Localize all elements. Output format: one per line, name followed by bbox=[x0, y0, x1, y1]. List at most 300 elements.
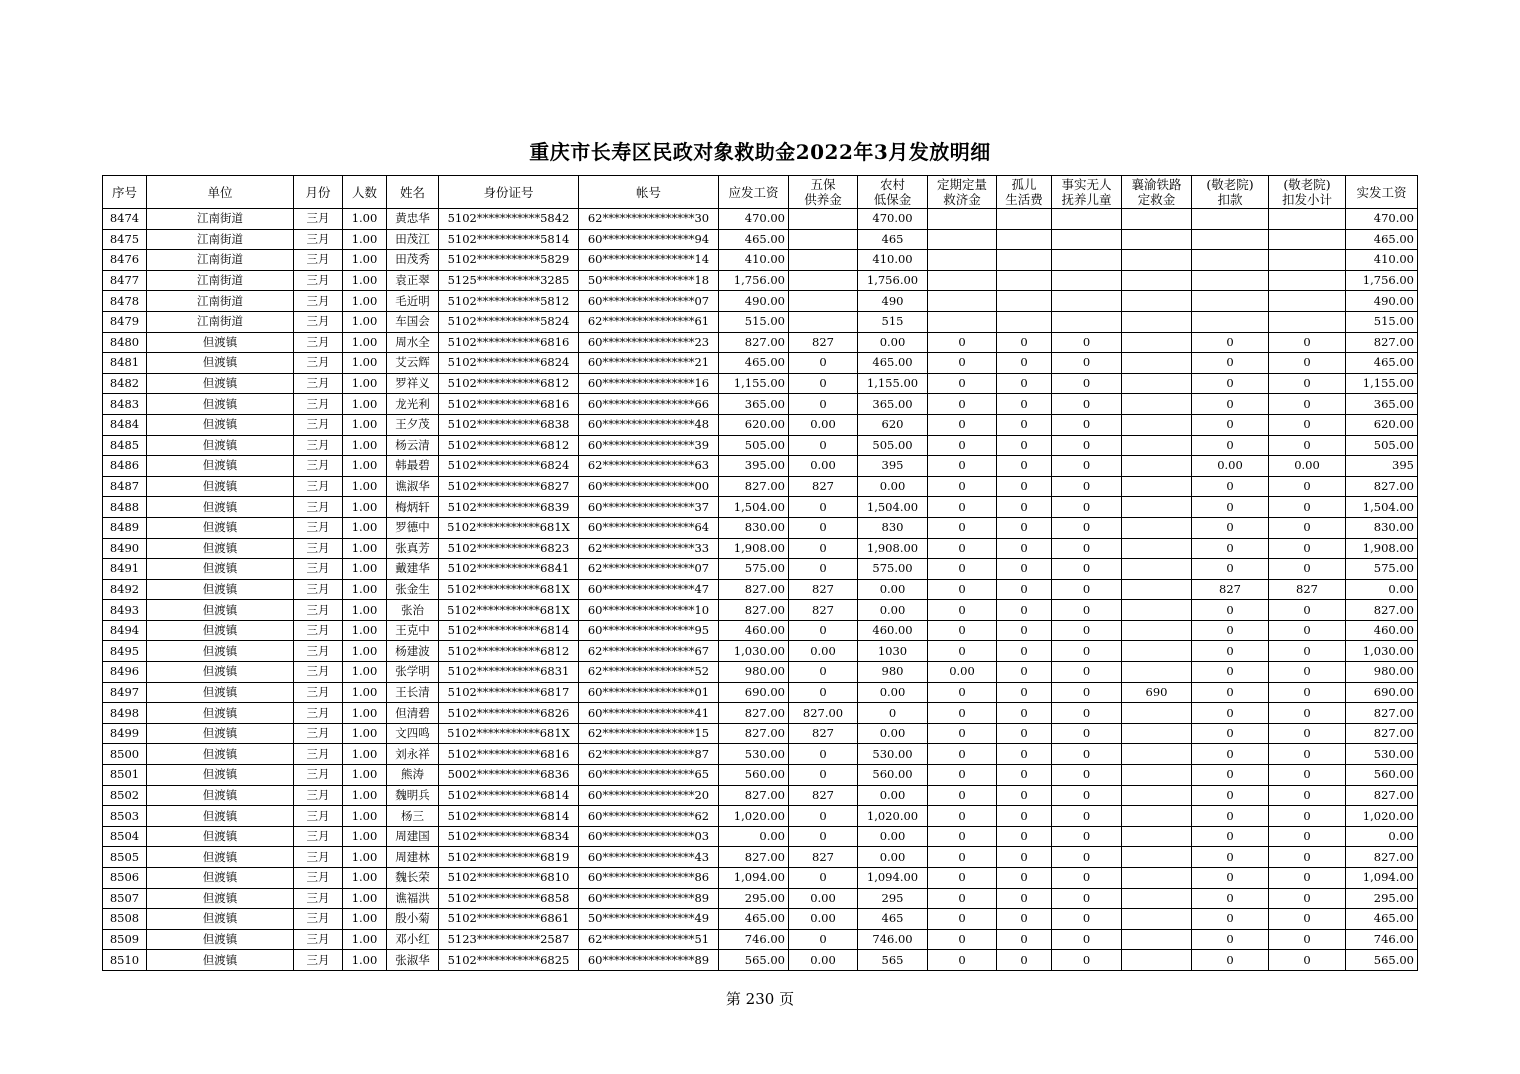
table-cell: 8483 bbox=[103, 394, 147, 415]
table-cell: 0 bbox=[1192, 538, 1269, 559]
table-cell: 60****************89 bbox=[579, 950, 719, 971]
column-header: 姓名 bbox=[387, 176, 439, 209]
table-cell: 0 bbox=[997, 497, 1052, 518]
page-number: 第 230 页 bbox=[725, 990, 795, 1008]
table-cell: 江南街道 bbox=[147, 311, 294, 332]
table-cell: 三月 bbox=[294, 703, 343, 724]
table-row bbox=[103, 209, 1418, 230]
table-cell: 60****************43 bbox=[579, 847, 719, 868]
table-cell: 但渡镇 bbox=[147, 909, 294, 930]
table-cell: 但渡镇 bbox=[147, 950, 294, 971]
table-cell: 0 bbox=[1192, 703, 1269, 724]
table-cell: 0 bbox=[789, 868, 858, 889]
table-cell: 620.00 bbox=[1346, 414, 1418, 435]
table-cell: 0 bbox=[1052, 414, 1122, 435]
table-cell: 邓小红 bbox=[387, 929, 439, 950]
table-row bbox=[103, 332, 1418, 353]
table-row bbox=[103, 579, 1418, 600]
table-row bbox=[103, 806, 1418, 827]
table-cell bbox=[1122, 311, 1192, 332]
table-cell bbox=[1052, 270, 1122, 291]
table-cell: 0 bbox=[1052, 785, 1122, 806]
table-cell: 殷小菊 bbox=[387, 909, 439, 930]
table-cell: 1,020.00 bbox=[1346, 806, 1418, 827]
table-cell: 0 bbox=[1269, 744, 1346, 765]
table-row bbox=[103, 373, 1418, 394]
table-cell: 但渡镇 bbox=[147, 888, 294, 909]
table-cell: 1,020.00 bbox=[858, 806, 928, 827]
table-cell: 5002***********6836 bbox=[439, 765, 579, 786]
table-cell: 0 bbox=[928, 785, 997, 806]
table-cell: 8503 bbox=[103, 806, 147, 827]
table-cell: 5102***********6858 bbox=[439, 888, 579, 909]
table-cell: 三月 bbox=[294, 538, 343, 559]
table-cell: 三月 bbox=[294, 847, 343, 868]
table-cell: 1.00 bbox=[343, 744, 387, 765]
table-cell: 0 bbox=[789, 744, 858, 765]
table-cell: 0 bbox=[1192, 765, 1269, 786]
table-cell: 5102***********6817 bbox=[439, 682, 579, 703]
table-cell bbox=[1122, 270, 1192, 291]
table-cell: 0.00 bbox=[789, 641, 858, 662]
table-cell: 1.00 bbox=[343, 641, 387, 662]
table-cell bbox=[1122, 806, 1192, 827]
table-cell: 0 bbox=[789, 929, 858, 950]
table-cell: 5102***********5842 bbox=[439, 209, 579, 230]
table-cell bbox=[928, 250, 997, 271]
table-cell: 827.00 bbox=[719, 723, 789, 744]
table-cell: 62****************87 bbox=[579, 744, 719, 765]
table-cell: 1.00 bbox=[343, 559, 387, 580]
table-row bbox=[103, 662, 1418, 683]
table-cell: 田茂江 bbox=[387, 229, 439, 250]
table-cell bbox=[1122, 538, 1192, 559]
table-cell: 三月 bbox=[294, 579, 343, 600]
table-cell: 杨建波 bbox=[387, 641, 439, 662]
table-cell: 1.00 bbox=[343, 414, 387, 435]
table-cell: 但渡镇 bbox=[147, 723, 294, 744]
table-cell: 杨三 bbox=[387, 806, 439, 827]
table-cell: 0.00 bbox=[1346, 826, 1418, 847]
table-cell: 1,094.00 bbox=[719, 868, 789, 889]
table-cell: 0 bbox=[1269, 559, 1346, 580]
table-cell: 龙光利 bbox=[387, 394, 439, 415]
table-cell: 0 bbox=[997, 579, 1052, 600]
table-cell: 1,094.00 bbox=[1346, 868, 1418, 889]
table-cell bbox=[1122, 353, 1192, 374]
table-cell: 60****************66 bbox=[579, 394, 719, 415]
column-header: 定期定量 救济金 bbox=[928, 176, 997, 209]
table-cell: 0 bbox=[928, 435, 997, 456]
table-cell: 但渡镇 bbox=[147, 456, 294, 477]
table-cell: 0 bbox=[997, 641, 1052, 662]
table-cell: 0 bbox=[928, 353, 997, 374]
table-cell: 62****************61 bbox=[579, 311, 719, 332]
table-cell: 三月 bbox=[294, 353, 343, 374]
table-cell: 60****************16 bbox=[579, 373, 719, 394]
table-cell: 62****************33 bbox=[579, 538, 719, 559]
table-cell: 0 bbox=[928, 641, 997, 662]
column-header: (敬老院) 扣款 bbox=[1192, 176, 1269, 209]
table-cell: 5102***********6838 bbox=[439, 414, 579, 435]
table-cell: 5102***********6814 bbox=[439, 806, 579, 827]
table-cell: 1.00 bbox=[343, 868, 387, 889]
table-cell: 0 bbox=[928, 600, 997, 621]
table-cell: 0 bbox=[997, 765, 1052, 786]
table-cell: 365.00 bbox=[719, 394, 789, 415]
table-cell: 0 bbox=[1269, 785, 1346, 806]
table-cell bbox=[789, 291, 858, 312]
table-cell: 周建国 bbox=[387, 826, 439, 847]
table-cell: 8497 bbox=[103, 682, 147, 703]
table-cell: 0 bbox=[1052, 723, 1122, 744]
table-cell bbox=[1122, 497, 1192, 518]
table-cell: 0 bbox=[1192, 497, 1269, 518]
table-cell bbox=[1122, 250, 1192, 271]
table-cell: 5123***********2587 bbox=[439, 929, 579, 950]
table-cell: 1,155.00 bbox=[858, 373, 928, 394]
table-cell: 410.00 bbox=[719, 250, 789, 271]
table-cell: 980.00 bbox=[719, 662, 789, 683]
table-cell: 827 bbox=[789, 847, 858, 868]
table-row bbox=[103, 414, 1418, 435]
table-cell: 但渡镇 bbox=[147, 744, 294, 765]
table-cell: 0 bbox=[789, 353, 858, 374]
table-cell: 1.00 bbox=[343, 950, 387, 971]
table-cell: 0 bbox=[1192, 620, 1269, 641]
table-cell: 0 bbox=[1052, 909, 1122, 930]
table-cell: 0 bbox=[1192, 929, 1269, 950]
table-cell: 0 bbox=[1052, 559, 1122, 580]
table-cell bbox=[1122, 559, 1192, 580]
table-cell: 8505 bbox=[103, 847, 147, 868]
table-cell: 746.00 bbox=[719, 929, 789, 950]
table-cell: 张学明 bbox=[387, 662, 439, 683]
table-cell: 465.00 bbox=[1346, 353, 1418, 374]
table-cell: 三月 bbox=[294, 435, 343, 456]
table-cell: 470.00 bbox=[719, 209, 789, 230]
table-cell: 周建林 bbox=[387, 847, 439, 868]
table-cell bbox=[1192, 291, 1269, 312]
table-cell bbox=[997, 250, 1052, 271]
table-cell: 1.00 bbox=[343, 765, 387, 786]
table-cell: 560.00 bbox=[1346, 765, 1418, 786]
table-cell: 5102***********681X bbox=[439, 517, 579, 538]
table-cell: 505.00 bbox=[858, 435, 928, 456]
table-cell: 三月 bbox=[294, 497, 343, 518]
table-cell: 三月 bbox=[294, 559, 343, 580]
table-cell: 0.00 bbox=[789, 456, 858, 477]
table-cell: 690 bbox=[1122, 682, 1192, 703]
table-cell: 515.00 bbox=[719, 311, 789, 332]
table-cell: 470.00 bbox=[1346, 209, 1418, 230]
table-cell: 但渡镇 bbox=[147, 497, 294, 518]
table-cell: 0 bbox=[1192, 517, 1269, 538]
table-cell: 5102***********6841 bbox=[439, 559, 579, 580]
table-cell: 746.00 bbox=[1346, 929, 1418, 950]
table-cell: 0 bbox=[1192, 353, 1269, 374]
table-cell: 5102***********6812 bbox=[439, 641, 579, 662]
table-cell bbox=[1122, 847, 1192, 868]
table-cell: 0 bbox=[1052, 950, 1122, 971]
table-cell: 60****************94 bbox=[579, 229, 719, 250]
table-cell: 梅炳轩 bbox=[387, 497, 439, 518]
table-cell: 395 bbox=[858, 456, 928, 477]
table-cell: 0 bbox=[1052, 456, 1122, 477]
table-cell: 江南街道 bbox=[147, 229, 294, 250]
table-cell bbox=[1122, 868, 1192, 889]
table-cell: 0 bbox=[1269, 703, 1346, 724]
table-cell: 罗祥义 bbox=[387, 373, 439, 394]
table-cell: 但渡镇 bbox=[147, 868, 294, 889]
table-cell: 0 bbox=[1269, 806, 1346, 827]
table-cell: 5102***********6825 bbox=[439, 950, 579, 971]
table-cell: 575.00 bbox=[1346, 559, 1418, 580]
table-cell: 50****************49 bbox=[579, 909, 719, 930]
table-cell: 8485 bbox=[103, 435, 147, 456]
table-cell: 0 bbox=[1192, 826, 1269, 847]
table-cell: 60****************21 bbox=[579, 353, 719, 374]
table-cell bbox=[1122, 950, 1192, 971]
table-cell: 三月 bbox=[294, 620, 343, 641]
table-cell: 张金生 bbox=[387, 579, 439, 600]
table-cell: 465.00 bbox=[719, 909, 789, 930]
table-cell: 但渡镇 bbox=[147, 826, 294, 847]
table-cell bbox=[928, 229, 997, 250]
table-cell: 8476 bbox=[103, 250, 147, 271]
table-cell: 王夕茂 bbox=[387, 414, 439, 435]
table-row bbox=[103, 291, 1418, 312]
table-cell: 410.00 bbox=[1346, 250, 1418, 271]
table-cell: 0 bbox=[928, 703, 997, 724]
table-cell: 8508 bbox=[103, 909, 147, 930]
table-cell: 0 bbox=[1192, 682, 1269, 703]
table-row bbox=[103, 868, 1418, 889]
table-cell: 但渡镇 bbox=[147, 332, 294, 353]
table-cell bbox=[789, 270, 858, 291]
table-cell: 韩最碧 bbox=[387, 456, 439, 477]
table-cell: 827.00 bbox=[789, 703, 858, 724]
table-cell: 8499 bbox=[103, 723, 147, 744]
table-row bbox=[103, 888, 1418, 909]
column-header: 帐号 bbox=[579, 176, 719, 209]
table-cell bbox=[1122, 785, 1192, 806]
table-cell: 0 bbox=[1192, 559, 1269, 580]
table-cell: 8493 bbox=[103, 600, 147, 621]
table-cell bbox=[1052, 250, 1122, 271]
table-cell: 江南街道 bbox=[147, 209, 294, 230]
table-cell: 0.00 bbox=[1346, 579, 1418, 600]
table-cell: 60****************64 bbox=[579, 517, 719, 538]
table-cell: 但渡镇 bbox=[147, 353, 294, 374]
table-header bbox=[103, 176, 1418, 209]
table-cell: 三月 bbox=[294, 311, 343, 332]
table-cell: 0 bbox=[858, 703, 928, 724]
table-cell: 1,504.00 bbox=[1346, 497, 1418, 518]
table-cell: 0 bbox=[1052, 703, 1122, 724]
table-cell bbox=[1052, 311, 1122, 332]
table-cell: 0 bbox=[928, 868, 997, 889]
table-cell: 0 bbox=[928, 559, 997, 580]
table-cell: 0 bbox=[1192, 744, 1269, 765]
table-cell: 三月 bbox=[294, 517, 343, 538]
table-cell: 5102***********5812 bbox=[439, 291, 579, 312]
table-cell: 1,094.00 bbox=[858, 868, 928, 889]
header-row bbox=[103, 176, 1418, 209]
table-cell: 295.00 bbox=[719, 888, 789, 909]
table-cell bbox=[1269, 250, 1346, 271]
table-cell: 0 bbox=[928, 806, 997, 827]
table-cell: 60****************07 bbox=[579, 291, 719, 312]
table-cell: 0 bbox=[789, 497, 858, 518]
table-cell bbox=[1192, 209, 1269, 230]
table-cell: 但渡镇 bbox=[147, 682, 294, 703]
table-cell: 60****************95 bbox=[579, 620, 719, 641]
table-cell: 0 bbox=[1192, 435, 1269, 456]
table-cell: 690.00 bbox=[1346, 682, 1418, 703]
table-cell bbox=[1122, 744, 1192, 765]
table-cell: 0 bbox=[997, 620, 1052, 641]
table-cell: 0 bbox=[997, 517, 1052, 538]
table-cell: 0 bbox=[928, 744, 997, 765]
table-row bbox=[103, 909, 1418, 930]
table-cell: 但渡镇 bbox=[147, 806, 294, 827]
table-cell: 1,756.00 bbox=[858, 270, 928, 291]
table-cell: 0 bbox=[928, 476, 997, 497]
table-cell: 1.00 bbox=[343, 620, 387, 641]
table-cell: 0 bbox=[789, 826, 858, 847]
table-cell: 0 bbox=[1052, 662, 1122, 683]
table-cell: 8487 bbox=[103, 476, 147, 497]
table-cell: 8507 bbox=[103, 888, 147, 909]
table-cell: 0 bbox=[1192, 600, 1269, 621]
table-cell: 但渡镇 bbox=[147, 662, 294, 683]
table-cell: 5102***********6824 bbox=[439, 456, 579, 477]
table-cell: 0 bbox=[997, 332, 1052, 353]
table-cell bbox=[1122, 723, 1192, 744]
table-cell: 0 bbox=[1269, 929, 1346, 950]
table-cell: 0.00 bbox=[858, 785, 928, 806]
table-cell: 410.00 bbox=[858, 250, 928, 271]
table-cell: 8475 bbox=[103, 229, 147, 250]
table-cell: 1,030.00 bbox=[1346, 641, 1418, 662]
table-cell bbox=[1122, 291, 1192, 312]
table-row bbox=[103, 847, 1418, 868]
table-cell: 0 bbox=[1269, 414, 1346, 435]
table-cell: 62****************07 bbox=[579, 559, 719, 580]
table-cell: 0 bbox=[1192, 806, 1269, 827]
table-cell: 0 bbox=[997, 929, 1052, 950]
table-cell: 8509 bbox=[103, 929, 147, 950]
table-cell: 8478 bbox=[103, 291, 147, 312]
table-cell: 毛近明 bbox=[387, 291, 439, 312]
table-cell: 1.00 bbox=[343, 662, 387, 683]
table-cell: 0 bbox=[928, 394, 997, 415]
table-cell: 0 bbox=[928, 620, 997, 641]
table-cell: 1.00 bbox=[343, 847, 387, 868]
table-cell: 0 bbox=[1192, 662, 1269, 683]
table-cell: 三月 bbox=[294, 394, 343, 415]
table-row bbox=[103, 620, 1418, 641]
table-cell: 575.00 bbox=[719, 559, 789, 580]
table-cell: 827.00 bbox=[1346, 476, 1418, 497]
table-cell: 1.00 bbox=[343, 332, 387, 353]
table-cell: 0.00 bbox=[789, 950, 858, 971]
table-cell: 0 bbox=[928, 909, 997, 930]
table-cell bbox=[928, 311, 997, 332]
table-cell: 0 bbox=[789, 662, 858, 683]
table-cell: 0 bbox=[997, 353, 1052, 374]
table-cell: 565 bbox=[858, 950, 928, 971]
table-cell: 王克中 bbox=[387, 620, 439, 641]
table-cell: 5102***********6812 bbox=[439, 435, 579, 456]
table-cell: 0 bbox=[997, 559, 1052, 580]
table-cell: 艾云辉 bbox=[387, 353, 439, 374]
table-cell: 5102***********6816 bbox=[439, 744, 579, 765]
table-cell: 0 bbox=[1269, 353, 1346, 374]
table-cell: 60****************41 bbox=[579, 703, 719, 724]
table-cell: 60****************86 bbox=[579, 868, 719, 889]
table-cell: 三月 bbox=[294, 765, 343, 786]
table-cell: 江南街道 bbox=[147, 270, 294, 291]
table-cell: 0.00 bbox=[858, 476, 928, 497]
relief-fund-table bbox=[102, 175, 1418, 971]
table-cell: 690.00 bbox=[719, 682, 789, 703]
table-cell bbox=[1122, 229, 1192, 250]
table-cell: 0 bbox=[997, 909, 1052, 930]
table-cell: 1.00 bbox=[343, 497, 387, 518]
table-cell: 827.00 bbox=[719, 703, 789, 724]
table-cell: 0 bbox=[1052, 929, 1122, 950]
table-cell: 0 bbox=[997, 435, 1052, 456]
table-cell: 三月 bbox=[294, 868, 343, 889]
table-row bbox=[103, 929, 1418, 950]
table-cell: 0 bbox=[997, 806, 1052, 827]
table-cell: 5102***********6814 bbox=[439, 620, 579, 641]
table-cell: 1,155.00 bbox=[719, 373, 789, 394]
table-cell: 8510 bbox=[103, 950, 147, 971]
table-cell: 980.00 bbox=[1346, 662, 1418, 683]
table-cell: 515 bbox=[858, 311, 928, 332]
table-cell: 0 bbox=[928, 847, 997, 868]
table-cell: 0.00 bbox=[789, 909, 858, 930]
table-cell: 江南街道 bbox=[147, 250, 294, 271]
table-cell: 0 bbox=[1052, 806, 1122, 827]
table-cell: 0 bbox=[928, 929, 997, 950]
table-cell: 5102***********6834 bbox=[439, 826, 579, 847]
table-cell: 0 bbox=[1052, 373, 1122, 394]
table-cell: 5102***********6810 bbox=[439, 868, 579, 889]
table-cell: 文四鸣 bbox=[387, 723, 439, 744]
table-cell: 0 bbox=[997, 888, 1052, 909]
table-cell: 62****************67 bbox=[579, 641, 719, 662]
table-cell: 827.00 bbox=[719, 332, 789, 353]
table-cell: 0 bbox=[1052, 332, 1122, 353]
table-cell: 但渡镇 bbox=[147, 785, 294, 806]
table-cell: 5102***********6839 bbox=[439, 497, 579, 518]
table-row bbox=[103, 270, 1418, 291]
table-cell: 827.00 bbox=[1346, 723, 1418, 744]
table-cell: 1.00 bbox=[343, 579, 387, 600]
table-cell: 0 bbox=[1192, 641, 1269, 662]
table-cell: 0.00 bbox=[1192, 456, 1269, 477]
table-cell: 0 bbox=[997, 662, 1052, 683]
column-header: 序号 bbox=[103, 176, 147, 209]
table-cell: 0 bbox=[789, 806, 858, 827]
table-row bbox=[103, 682, 1418, 703]
table-cell: 0 bbox=[997, 456, 1052, 477]
table-cell: 1.00 bbox=[343, 600, 387, 621]
